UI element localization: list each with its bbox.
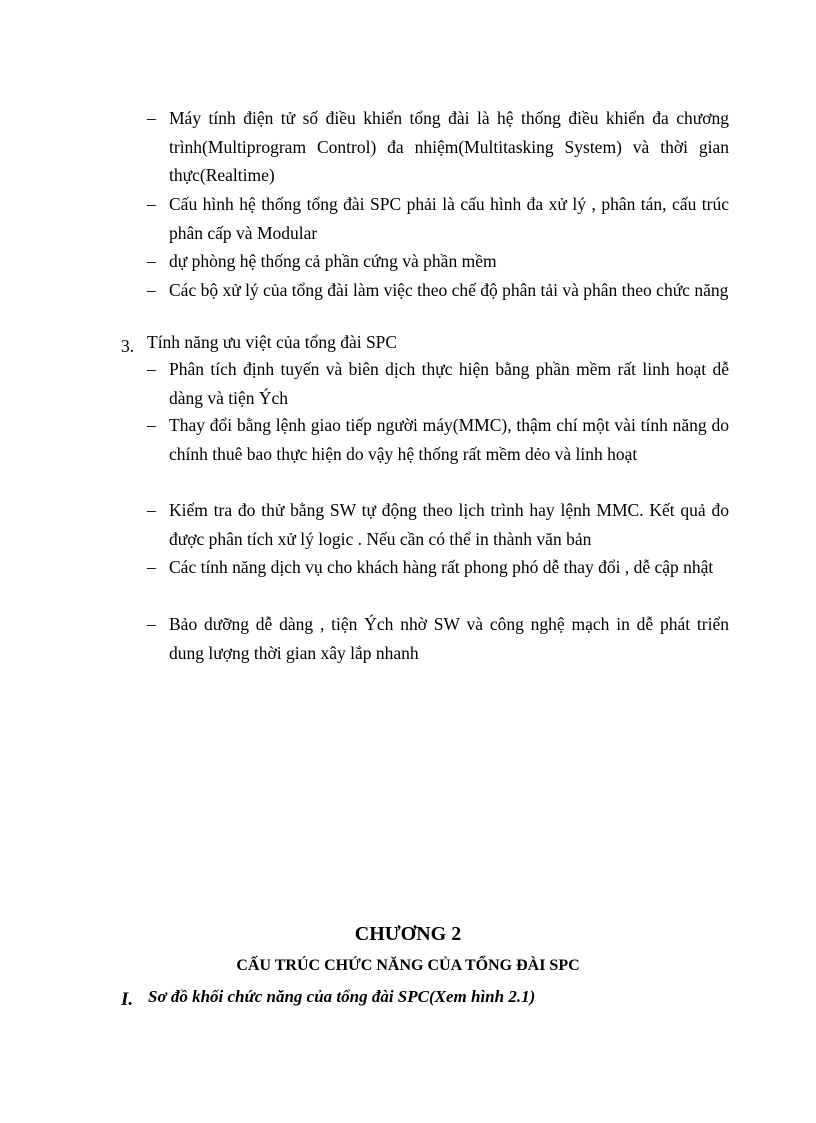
bullet-dash: – bbox=[147, 251, 156, 271]
list-item bbox=[147, 411, 729, 468]
section-title: Sơ đồ khối chức năng của tổng đài SPC(Xem hình 2.1) bbox=[148, 987, 536, 1006]
list-number: 3. bbox=[121, 336, 135, 356]
bullet-dash: – bbox=[147, 194, 156, 214]
list-item-text: Các bộ xử lý của tổng đài làm việc theo chế độ phân tải và phân theo chức năng bbox=[169, 280, 729, 300]
list-item-text: Kiểm tra đo thử bằng SW tự động theo lịch trình hay lệnh MMC. Kết quả đo được phân tích xử lý logic . Nếu cần có thể in thành văn bản bbox=[169, 500, 729, 549]
bullet-dash: – bbox=[147, 557, 156, 577]
list-item-text: Thay đổi bằng lệnh giao tiếp người máy(MMC), thậm chí một vài tính năng do chính thuê bao thực hiện do vậy hệ thống rất mềm dẻo và linh hoạt bbox=[169, 415, 729, 464]
list-item-text: Các tính năng dịch vụ cho khách hàng rất phong phó dễ thay đổi , dễ cập nhật bbox=[169, 557, 714, 577]
numbered-heading-text: Tính năng ưu việt của tổng đài SPC bbox=[147, 332, 398, 352]
chapter-subtitle: CẤU TRÚC CHỨC NĂNG CỦA TỔNG ĐÀI SPC bbox=[236, 957, 580, 974]
bullet-dash: – bbox=[147, 280, 156, 300]
list-item-text: dự phòng hệ thống cả phần cứng và phần mềm bbox=[169, 251, 497, 271]
bullet-dash: – bbox=[147, 359, 156, 379]
section-number: I. bbox=[121, 989, 134, 1010]
list-item-text: Phân tích định tuyến và biên dịch thực hiện bằng phần mềm rất linh hoạt dễ dàng và tiện Ých bbox=[169, 359, 729, 408]
list-item bbox=[147, 610, 729, 667]
bullet-dash: – bbox=[147, 614, 156, 634]
chapter-title: CHƯƠNG 2 bbox=[354, 923, 462, 945]
bullet-dash: – bbox=[147, 108, 156, 128]
list-item-text: Bảo dưỡng dễ dàng , tiện Ých nhờ SW và công nghệ mạch in dễ phát triển dung lượng thời gian xây lắp nhanh bbox=[169, 614, 729, 663]
list-item bbox=[147, 496, 729, 553]
bullet-dash: – bbox=[147, 415, 156, 435]
list-item bbox=[147, 276, 729, 305]
bullet-dash: – bbox=[147, 500, 156, 520]
list-item bbox=[147, 553, 729, 582]
list-item-text: Cấu hình hệ thống tổng đài SPC phải là cấu hình đa xử lý , phân tán, cấu trúc phân cấp và Modular bbox=[169, 194, 729, 243]
list-item bbox=[147, 247, 729, 276]
list-item bbox=[147, 104, 729, 190]
list-item-text: Máy tính điện tử số điều khiển tổng đài là hệ thống điều khiển đa chương trình(Multiprogram Control) đa nhiệm(Multitasking System) và thời gian thực(Realtime) bbox=[169, 108, 729, 185]
list-item bbox=[147, 355, 729, 412]
list-item bbox=[147, 190, 729, 247]
section-heading bbox=[121, 984, 535, 1013]
